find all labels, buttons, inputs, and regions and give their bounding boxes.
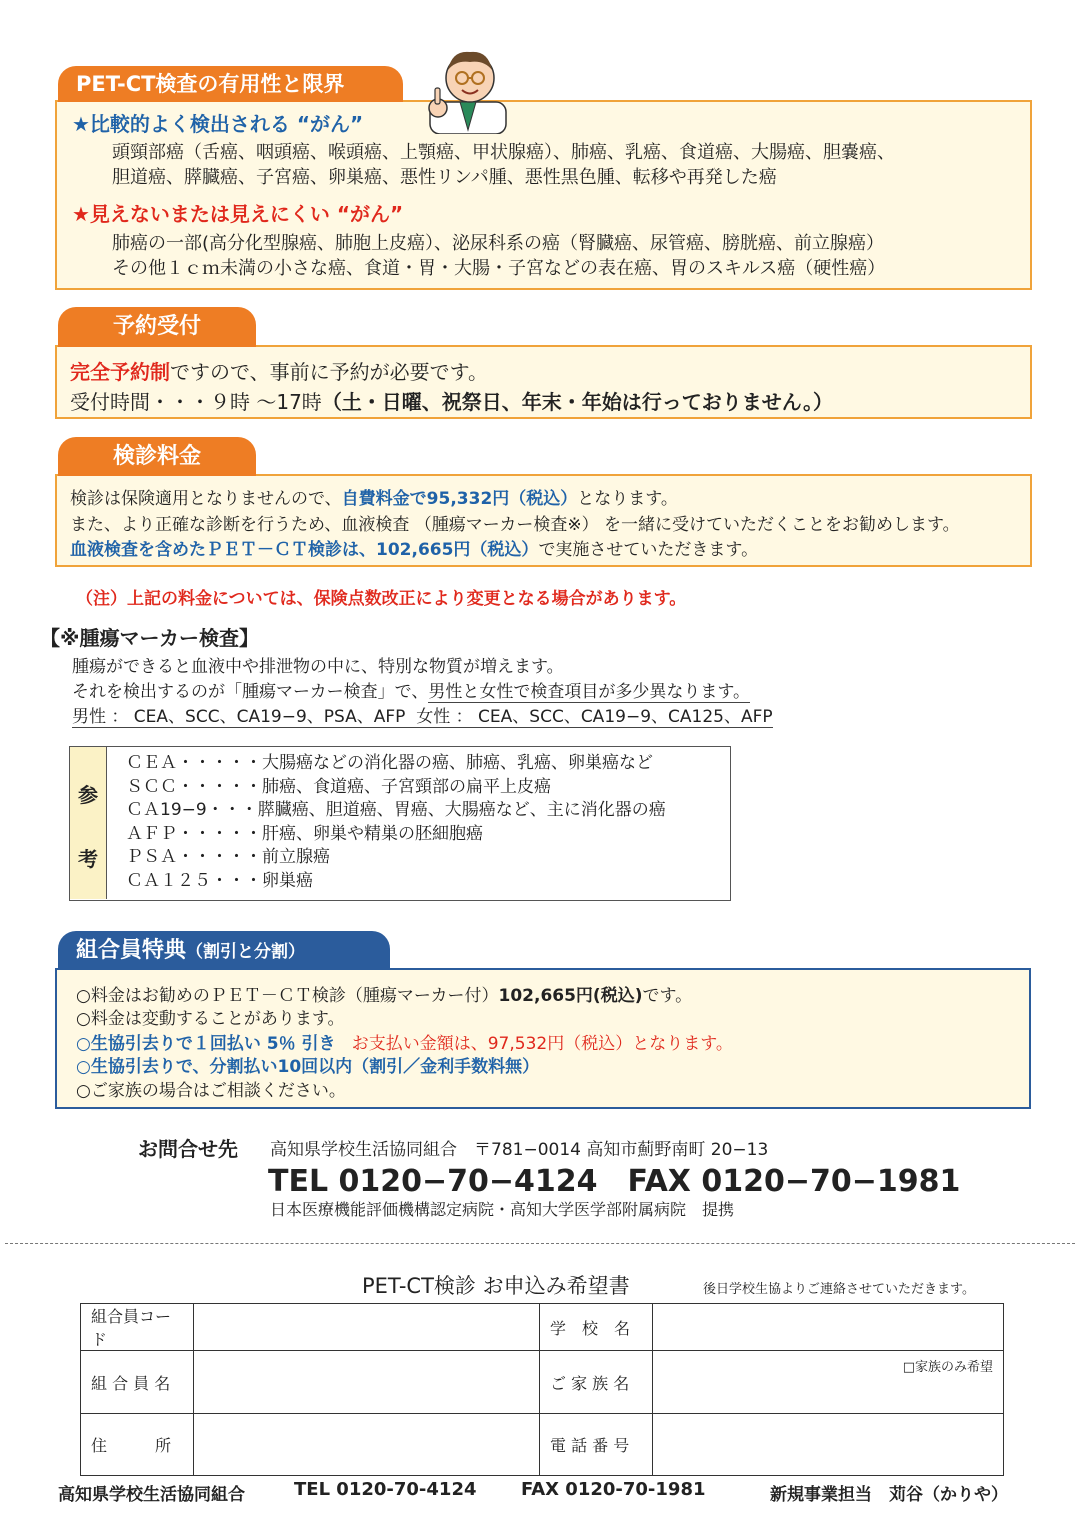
benefit-line-5: ○ご家族の場合はご相談ください。 bbox=[76, 1081, 346, 1101]
school-name-label: 学 校 名 bbox=[540, 1304, 653, 1351]
reference-row: ＰＳＡ・・・・・前立腺癌 bbox=[126, 847, 330, 867]
family-name-field[interactable] bbox=[653, 1351, 1004, 1414]
contact-label: お問合せ先 bbox=[138, 1137, 238, 1161]
reservation-line-2 bbox=[70, 386, 833, 415]
form-note: 後日学校生協よりご連絡させていただきます。 bbox=[703, 1282, 975, 1297]
fee-line-1 bbox=[70, 484, 678, 509]
not-detected-heading: ★見えないまたは見えにくい “がん” bbox=[72, 202, 404, 226]
fee-insurance-text: 検診は保険適用となりませんので、 bbox=[70, 489, 342, 509]
male-markers: 男性 ： CEA、SCC、CA19−9、PSA、AFP bbox=[72, 707, 406, 727]
contact-org: 高知県学校生活協同組合 〒781−0014 高知市薊野南町 20−13 bbox=[270, 1140, 769, 1160]
school-name-field[interactable] bbox=[653, 1304, 1004, 1351]
section-usefulness-tab bbox=[58, 66, 403, 102]
reference-row: ＳＣＣ・・・・・肺癌、食道癌、子宮頸部の扁平上皮癌 bbox=[126, 776, 551, 797]
footer-tel: TEL 0120-70-4124 bbox=[294, 1479, 477, 1500]
family-name-label: ご 家 族 名 bbox=[540, 1351, 653, 1414]
tumor-marker-detect-text: それを検出するのが「腫瘍マーカー検査」で、 bbox=[72, 682, 429, 702]
doctor-illustration bbox=[418, 30, 518, 134]
fee-with-blood-test-amount: 血液検査を含めたＰＥＴ－ＣＴ検診は、102,665円（税込） bbox=[70, 540, 539, 560]
family-only-checkbox[interactable]: □家族のみ希望 bbox=[902, 1360, 993, 1375]
tumor-marker-line-3 bbox=[72, 702, 773, 728]
fee-end-text: となります。 bbox=[577, 489, 678, 509]
footer-staff: 新規事業担当 苅谷（かりや） bbox=[770, 1485, 1008, 1505]
reception-hours-text: 受付時間・・・９時 ～17時 bbox=[70, 390, 322, 414]
reference-label-1: 参 bbox=[78, 783, 98, 807]
fee-self-pay-amount: 自費料金で95,332円（税込） bbox=[341, 489, 578, 509]
fee-change-note: （注）上記の料金については、保険点数改正により変更となる場合があります。 bbox=[76, 589, 687, 609]
not-detected-line-2: その他１ｃｍ未満の小さな癌、食道・胃・大腸・子宮などの表在癌、胃のスキルス癌（硬性癌） bbox=[112, 258, 886, 279]
contact-tel-fax: TEL 0120−70−4124 FAX 0120−70−1981 bbox=[268, 1164, 961, 1199]
benefit-discount-text: ○生協引去りで１回払い 5％ 引き bbox=[76, 1034, 336, 1054]
section-benefits-tab bbox=[58, 931, 390, 970]
tumor-marker-gender-text: 男性と女性で検査項目が多少異なります。 bbox=[428, 682, 750, 702]
reference-row: ＣＥＡ・・・・・大腸癌などの消化器の癌、肺癌、乳癌、卵巣癌など bbox=[126, 753, 653, 773]
detected-line-2: 胆道癌、膵臓癌、子宮癌、卵巣癌、悪性リンパ腫、悪性黒色腫、転移や再発した癌 bbox=[112, 167, 777, 188]
cut-line bbox=[5, 1243, 1075, 1244]
fee-implemented-text: で実施させていただきます。 bbox=[538, 540, 759, 560]
section-reservation-tab bbox=[58, 307, 256, 347]
address-label: 住 所 bbox=[81, 1414, 194, 1476]
phone-field[interactable] bbox=[653, 1414, 1004, 1476]
tumor-marker-title: 【※腫瘍マーカー検査】 bbox=[40, 626, 260, 650]
benefit-line-4: ○生協引去りで、分割払い10回以内（割引／金利手数料無） bbox=[76, 1057, 540, 1077]
section-usefulness-title: PET-CT検査の有用性と限界 bbox=[76, 72, 345, 96]
benefit-line-2: ○料金は変動することがあります。 bbox=[76, 1009, 345, 1029]
benefit-recommended-text: ○料金はお勧めのＰＥＴ－ＣＴ検診（腫瘍マーカー付） bbox=[76, 986, 499, 1006]
tumor-marker-line-1: 腫瘍ができると血液中や排泄物の中に、特別な物質が増えます。 bbox=[72, 657, 564, 677]
footer-fax: FAX 0120-70-1981 bbox=[521, 1479, 706, 1500]
reference-rows bbox=[126, 752, 666, 893]
form-title: PET-CT検診 お申込み希望書 bbox=[362, 1274, 630, 1298]
benefit-line-1 bbox=[76, 981, 692, 1006]
section-fee-tab bbox=[58, 437, 256, 476]
not-detected-line-1: 肺癌の一部(高分化型腺癌、肺胞上皮癌）、泌尿科系の癌（腎臓癌、尿管癌、膀胱癌、前立腺癌） bbox=[112, 233, 885, 254]
reference-row: ＡＦＰ・・・・・肝癌、卵巣や精巣の胚細胞癌 bbox=[126, 823, 483, 844]
closed-days-text: （土・日曜、祝祭日、年末・年始は行っておりません。） bbox=[321, 390, 834, 414]
footer-org: 高知県学校生活協同組合 bbox=[58, 1485, 245, 1505]
reference-label-column bbox=[70, 747, 107, 899]
member-code-label: 組合員コード bbox=[81, 1304, 194, 1351]
member-code-field[interactable] bbox=[194, 1304, 540, 1351]
benefit-price: 102,665円(税込) bbox=[498, 986, 643, 1006]
fee-line-2: また、より正確な診断を行うため、血液検査 （腫瘍マーカー検査※） を一緒に受けていただくことをお勧めします。 bbox=[70, 515, 960, 535]
tumor-marker-line-2 bbox=[72, 677, 750, 702]
benefit-end-text: です。 bbox=[642, 986, 693, 1006]
member-name-label: 組 合 員 名 bbox=[81, 1351, 194, 1414]
reference-row: ＣＡ１２５・・・卵巣癌 bbox=[126, 870, 313, 891]
reference-label-2: 考 bbox=[78, 847, 98, 871]
application-form-table bbox=[80, 1303, 1004, 1476]
section-fee-title: 検診料金 bbox=[112, 444, 201, 469]
contact-partner: 日本医療機能評価機構認定病院・高知大学医学部附属病院 提携 bbox=[270, 1200, 735, 1219]
reservation-required-text: ですので、事前に予約が必要です。 bbox=[170, 360, 488, 384]
reference-row: ＣＡ19−9・・・膵臓癌、胆道癌、胃癌、大腸癌など、主に消化器の癌 bbox=[126, 800, 666, 820]
reference-table bbox=[69, 746, 731, 901]
phone-label: 電 話 番 号 bbox=[540, 1414, 653, 1476]
full-reservation-text: 完全予約制 bbox=[70, 360, 170, 384]
fee-line-3 bbox=[70, 535, 758, 560]
section-reservation-title: 予約受付 bbox=[112, 314, 201, 339]
reservation-line-1 bbox=[70, 356, 488, 385]
section-benefits-title: 組合員特典 bbox=[76, 938, 187, 963]
detected-line-1: 頭頸部癌（舌癌、咽頭癌、喉頭癌、上顎癌、甲状腺癌）、肺癌、乳癌、食道癌、大腸癌、胆嚢癌、 bbox=[112, 142, 895, 163]
female-markers: 女性 ： CEA、SCC、CA19−9、CA125、AFP bbox=[416, 707, 773, 727]
member-name-field[interactable] bbox=[194, 1351, 540, 1414]
section-benefits-subtitle: （割引と分割） bbox=[186, 942, 306, 962]
address-field[interactable] bbox=[194, 1414, 540, 1476]
detected-heading: ★比較的よく検出される “がん” bbox=[72, 112, 364, 136]
benefit-discount-amount: お支払い金額は、97,532円（税込）となります。 bbox=[351, 1034, 733, 1054]
benefit-line-3 bbox=[76, 1029, 733, 1054]
